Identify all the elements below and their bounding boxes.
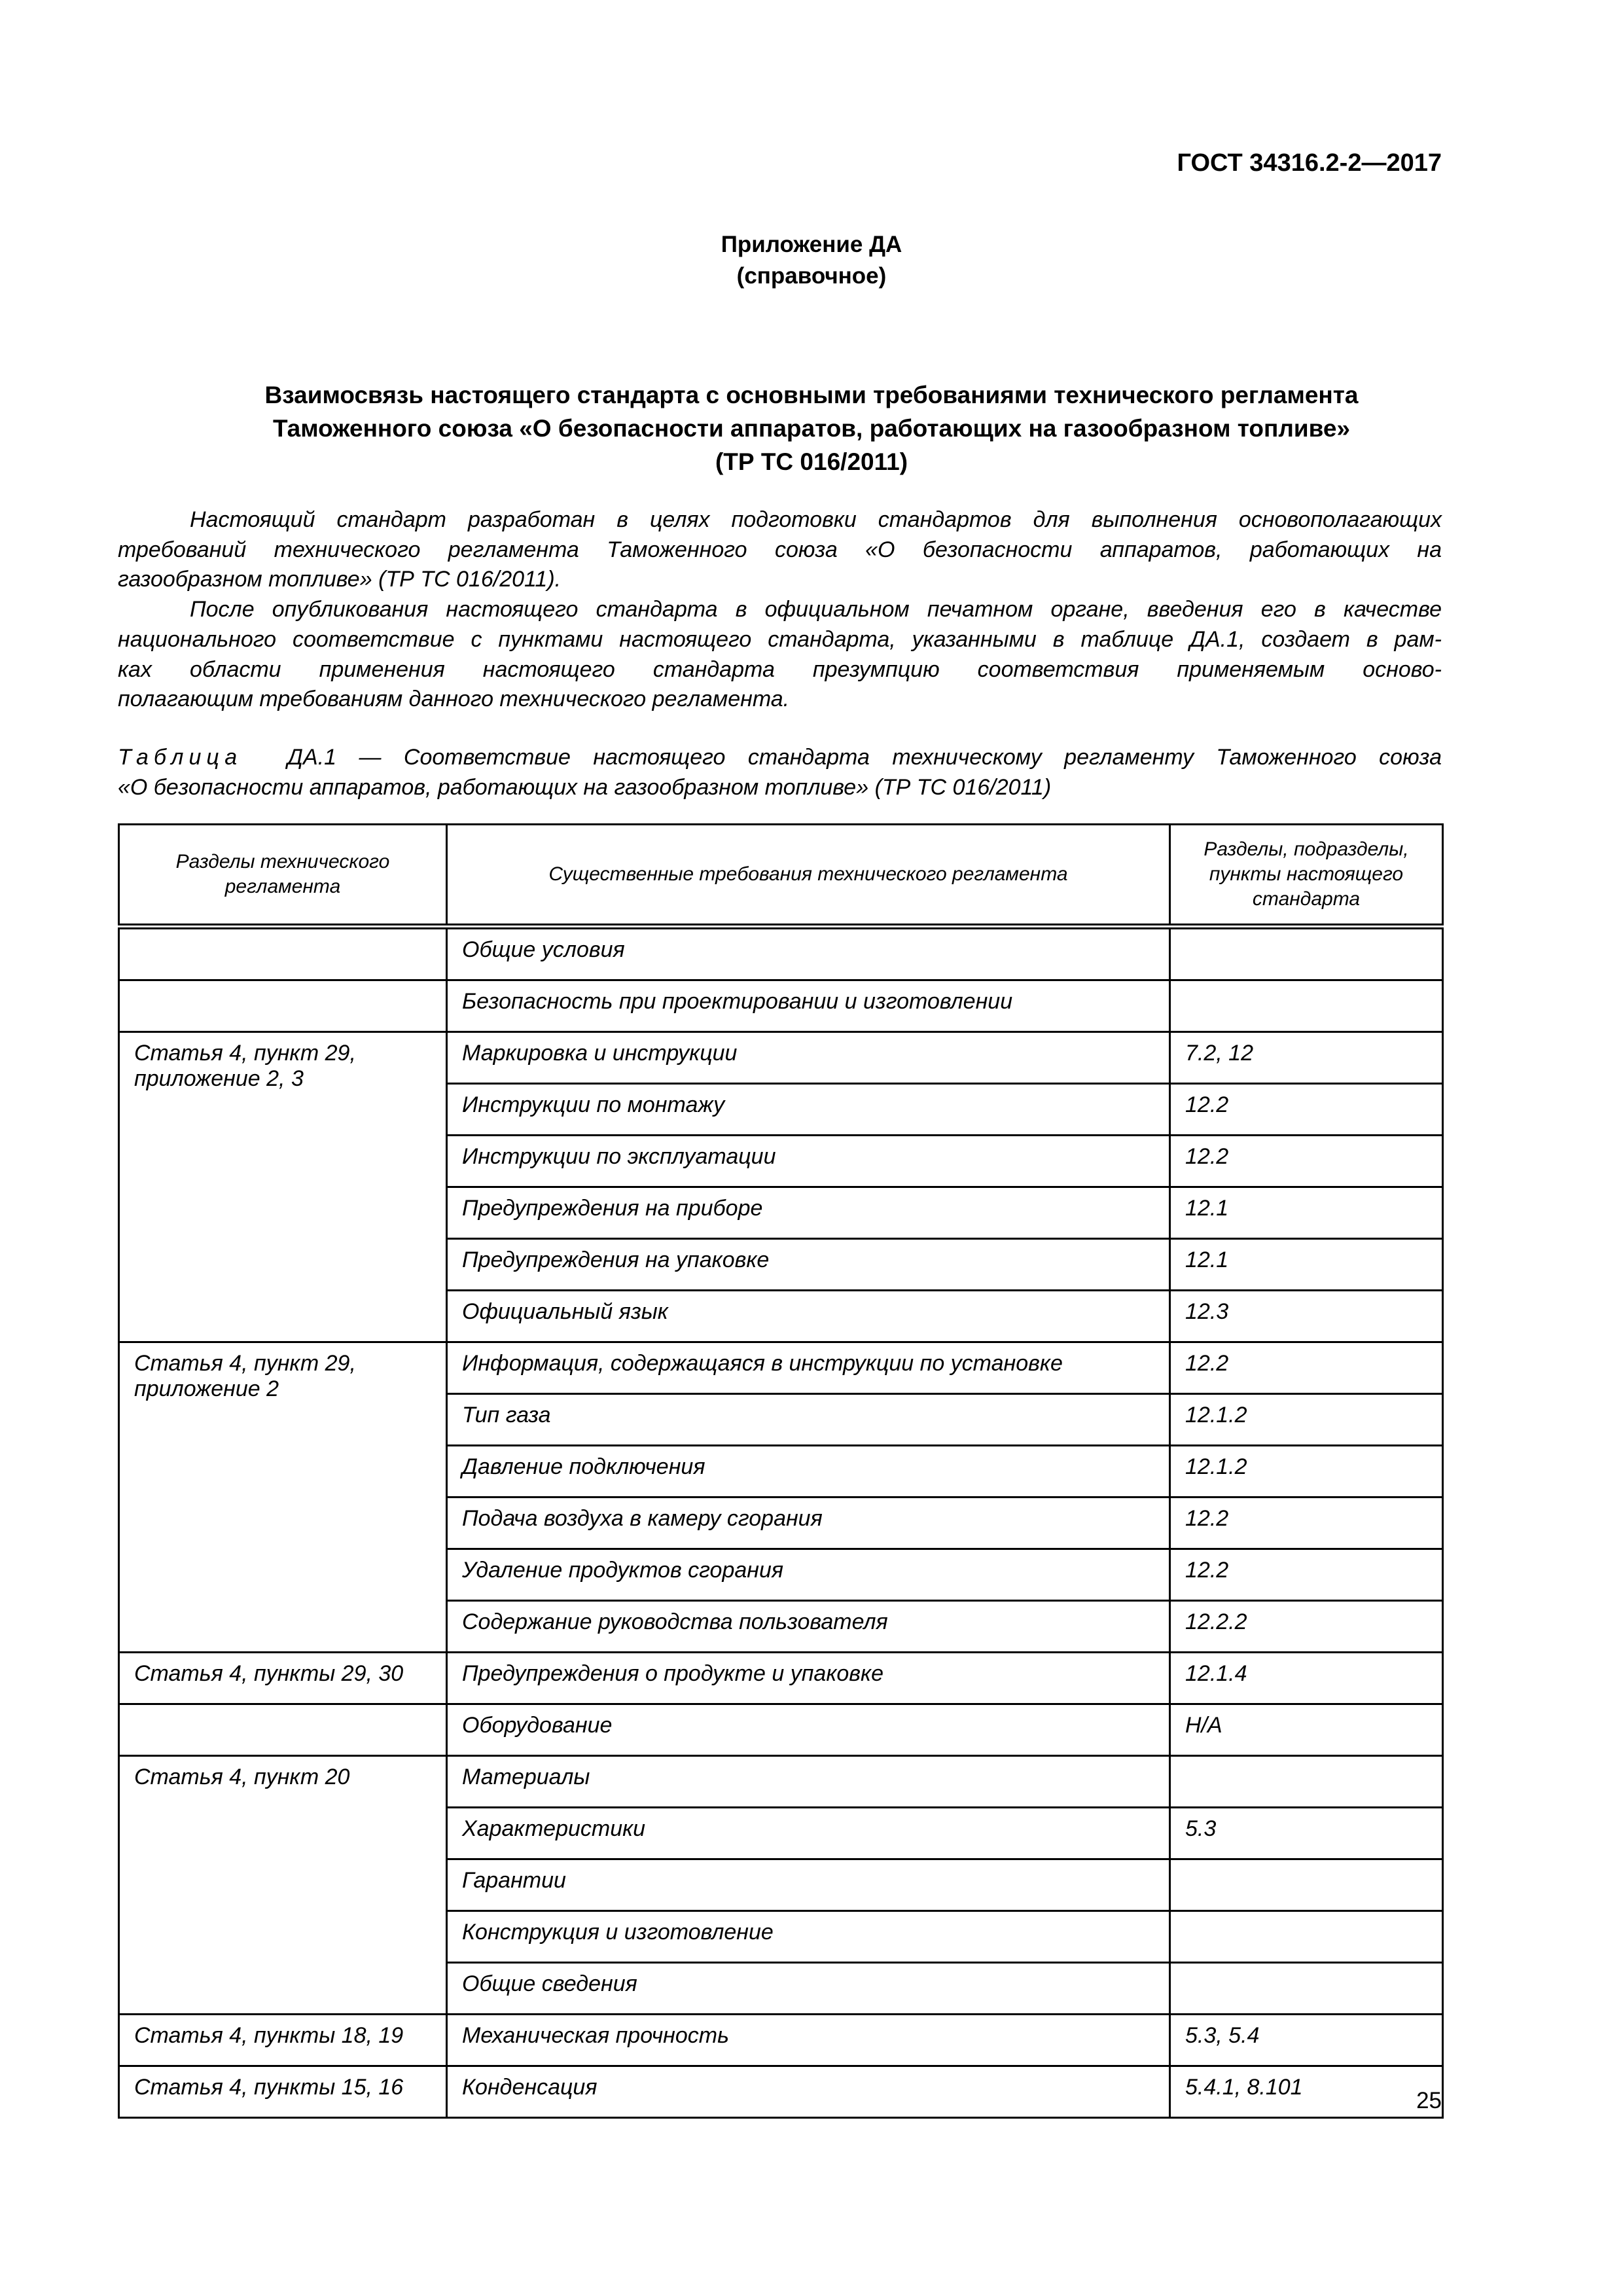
cell-requirement: Конструкция и изготовление bbox=[447, 1911, 1170, 1963]
cell-requirement: Содержание руководства пользователя bbox=[447, 1601, 1170, 1653]
text-line: полагающим требованиям данного технического регламента. bbox=[118, 687, 790, 712]
cell-standard-clause: 12.1.2 bbox=[1170, 1394, 1443, 1446]
text-line: национального соответствие с пунктами настоящего стандарта, указанными в таблице ДА.1, создает в рам- bbox=[118, 626, 1442, 652]
cell-requirement: Давление подключения bbox=[447, 1446, 1170, 1498]
cell-requirement: Общие сведения bbox=[447, 1963, 1170, 2015]
table-row bbox=[119, 980, 1443, 1032]
caption-line: «О безопасности аппаратов, работающих на газообразном топливе» (ТР ТС 016/2011) bbox=[118, 774, 1052, 800]
cell-standard-clause bbox=[1170, 1911, 1443, 1963]
table-caption bbox=[118, 743, 1442, 802]
cell-requirement: Оборудование bbox=[447, 1704, 1170, 1756]
table-row bbox=[119, 927, 1443, 980]
page-title bbox=[0, 378, 1623, 478]
intro-text bbox=[118, 505, 1442, 715]
correspondence-table bbox=[118, 823, 1444, 2119]
cell-requirement: Гарантии bbox=[447, 1859, 1170, 1911]
table-row bbox=[119, 1653, 1443, 1704]
text-line: требований технического регламента Таможенного союза «О безопасности аппаратов, работающих на bbox=[118, 537, 1442, 562]
cell-requirement: Безопасность при проектировании и изготовлении bbox=[447, 980, 1170, 1032]
cell-standard-clause: 12.2 bbox=[1170, 1549, 1443, 1601]
caption-text: ДА.1 — Соответствие настоящего стандарта техническому регламенту Таможенного союза bbox=[287, 745, 1442, 770]
cell-standard-clause bbox=[1170, 980, 1443, 1032]
text-line: После опубликования настоящего стандарта в официальном печатном органе, введения его в качестве bbox=[190, 597, 1442, 622]
table-row bbox=[119, 2066, 1443, 2118]
text-line: газообразном топливе» (ТР ТС 016/2011). bbox=[118, 567, 562, 592]
cell-standard-clause: 12.1 bbox=[1170, 1187, 1443, 1239]
cell-requirement: Подача воздуха в камеру сгорания bbox=[447, 1498, 1170, 1549]
cell-regulation-section: Статья 4, пункт 29, приложение 2 bbox=[119, 1342, 447, 1653]
text-line: Настоящий стандарт разработан в целях подготовки стандартов для выполнения основополагающих bbox=[190, 507, 1442, 532]
table-row bbox=[119, 1342, 1443, 1394]
cell-requirement: Предупреждения на упаковке bbox=[447, 1239, 1170, 1291]
cell-requirement: Предупреждения о продукте и упаковке bbox=[447, 1653, 1170, 1704]
cell-regulation-section bbox=[119, 1704, 447, 1756]
cell-requirement: Предупреждения на приборе bbox=[447, 1187, 1170, 1239]
cell-standard-clause: Н/А bbox=[1170, 1704, 1443, 1756]
title-line: Взаимосвязь настоящего стандарта с основными требованиями технического регламента bbox=[264, 382, 1359, 408]
cell-regulation-section bbox=[119, 980, 447, 1032]
cell-standard-clause: 5.3, 5.4 bbox=[1170, 2015, 1443, 2066]
column-header: Разделы, подразделы, пункты настоящего стандарта bbox=[1170, 825, 1443, 927]
caption-line bbox=[118, 743, 1442, 773]
cell-standard-clause: 12.1 bbox=[1170, 1239, 1443, 1291]
cell-regulation-section: Статья 4, пункты 18, 19 bbox=[119, 2015, 447, 2066]
cell-requirement: Маркировка и инструкции bbox=[447, 1032, 1170, 1084]
cell-standard-clause: 5.4.1, 8.101 bbox=[1170, 2066, 1443, 2118]
cell-standard-clause: 5.3 bbox=[1170, 1808, 1443, 1859]
cell-standard-clause: 12.2.2 bbox=[1170, 1601, 1443, 1653]
cell-standard-clause: 12.1.2 bbox=[1170, 1446, 1443, 1498]
cell-standard-clause: 12.2 bbox=[1170, 1498, 1443, 1549]
cell-standard-clause bbox=[1170, 1963, 1443, 2015]
cell-standard-clause: 12.3 bbox=[1170, 1291, 1443, 1342]
table-row bbox=[119, 2015, 1443, 2066]
appendix-subtitle: (справочное) bbox=[736, 263, 887, 289]
document-code: ГОСТ 34316.2-2—2017 bbox=[1177, 149, 1442, 177]
cell-requirement: Инструкции по эксплуатации bbox=[447, 1136, 1170, 1187]
cell-regulation-section: Статья 4, пункт 29, приложение 2, 3 bbox=[119, 1032, 447, 1342]
cell-standard-clause: 12.2 bbox=[1170, 1136, 1443, 1187]
text-line: ках области применения настоящего стандарта презумпцию соответствия применяемым осново- bbox=[118, 656, 1442, 682]
cell-requirement: Механическая прочность bbox=[447, 2015, 1170, 2066]
table-row bbox=[119, 1704, 1443, 1756]
table-row bbox=[119, 1032, 1443, 1084]
cell-requirement: Официальный язык bbox=[447, 1291, 1170, 1342]
cell-regulation-section: Статья 4, пункт 20 bbox=[119, 1756, 447, 2015]
cell-regulation-section: Статья 4, пункты 15, 16 bbox=[119, 2066, 447, 2118]
cell-requirement: Характеристики bbox=[447, 1808, 1170, 1859]
cell-requirement: Конденсация bbox=[447, 2066, 1170, 2118]
cell-standard-clause: 12.2 bbox=[1170, 1084, 1443, 1136]
cell-requirement: Тип газа bbox=[447, 1394, 1170, 1446]
cell-standard-clause bbox=[1170, 1756, 1443, 1808]
cell-regulation-section: Статья 4, пункты 29, 30 bbox=[119, 1653, 447, 1704]
title-line: (ТР ТС 016/2011) bbox=[715, 448, 908, 475]
cell-standard-clause bbox=[1170, 1859, 1443, 1911]
cell-standard-clause: 12.1.4 bbox=[1170, 1653, 1443, 1704]
cell-standard-clause bbox=[1170, 927, 1443, 980]
column-header: Разделы технического регламента bbox=[119, 825, 447, 927]
caption-label: Таблица bbox=[118, 745, 243, 770]
cell-regulation-section bbox=[119, 927, 447, 980]
cell-requirement: Общие условия bbox=[447, 927, 1170, 980]
cell-standard-clause: 7.2, 12 bbox=[1170, 1032, 1443, 1084]
cell-standard-clause: 12.2 bbox=[1170, 1342, 1443, 1394]
table-row bbox=[119, 1756, 1443, 1808]
cell-requirement: Инструкции по монтажу bbox=[447, 1084, 1170, 1136]
appendix-heading bbox=[0, 229, 1623, 292]
title-line: Таможенного союза «О безопасности аппаратов, работающих на газообразном топливе» bbox=[273, 415, 1350, 442]
column-header: Существенные требования технического регламента bbox=[447, 825, 1170, 927]
cell-requirement: Информация, содержащаяся в инструкции по установке bbox=[447, 1342, 1170, 1394]
cell-requirement: Удаление продуктов сгорания bbox=[447, 1549, 1170, 1601]
page-number: 25 bbox=[1416, 2088, 1442, 2113]
appendix-title: Приложение ДА bbox=[721, 232, 902, 257]
table-header-row bbox=[119, 825, 1443, 927]
cell-requirement: Материалы bbox=[447, 1756, 1170, 1808]
